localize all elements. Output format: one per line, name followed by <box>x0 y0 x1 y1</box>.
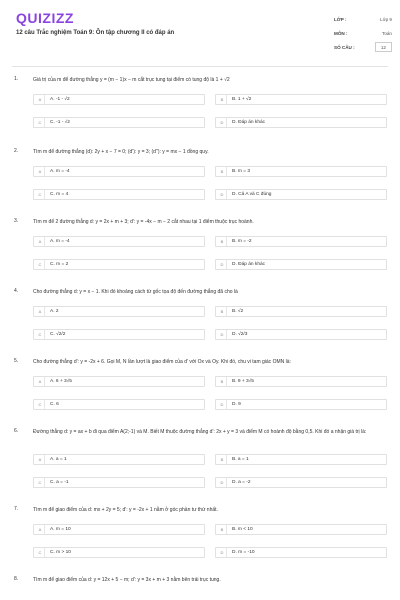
option-text: C. m > 10 <box>50 550 71 555</box>
option-letter: D <box>218 118 227 127</box>
option-text: A. m = -4 <box>50 239 70 244</box>
question-number: 4. <box>14 288 19 294</box>
option-text: D. 9 <box>232 402 241 407</box>
option-text: D. Cả A và C đúng <box>232 192 272 197</box>
option-letter: B <box>218 377 227 386</box>
answer-option-c[interactable] <box>33 399 205 410</box>
question-number: 5. <box>14 358 19 364</box>
option-text: C. a = -1 <box>50 480 69 485</box>
question-text: Cho đường thẳng d: y = x − 1. Khi đó khoảng cách từ gốc tọa độ đến đường thẳng đã cho là <box>33 289 238 295</box>
option-text: C. 6 <box>50 402 59 407</box>
question-number: 3. <box>14 218 19 224</box>
option-letter: D <box>218 330 227 339</box>
option-text: D. Đáp án khác <box>232 120 266 125</box>
option-letter: C <box>36 548 45 557</box>
answer-option-c[interactable] <box>33 189 205 200</box>
option-letter: B <box>218 307 227 316</box>
answer-option-b[interactable] <box>215 524 387 535</box>
option-letter: C <box>36 118 45 127</box>
answer-option-d[interactable] <box>215 477 387 488</box>
option-text: A. m = 10 <box>50 527 71 532</box>
meta-count-value: 12 <box>375 42 392 52</box>
option-letter: D <box>218 478 227 487</box>
answer-option-d[interactable] <box>215 547 387 558</box>
option-letter: B <box>218 455 227 464</box>
answer-option-a[interactable] <box>33 306 205 317</box>
meta-question-count <box>334 42 392 56</box>
option-letter: D <box>218 260 227 269</box>
meta-class-label: LỚP : <box>334 17 347 22</box>
option-text: B. 9 + 3√5 <box>232 379 254 384</box>
option-letter: A <box>36 377 45 386</box>
option-letter: C <box>36 190 45 199</box>
option-text: D. a = -2 <box>232 480 251 485</box>
option-letter: A <box>36 455 45 464</box>
question-text: Tìm m để giao điểm của d: y = 12x + 5 − m; d': y = 3x + m + 3 nằm bên trái trục tung. <box>33 577 221 583</box>
option-letter: A <box>36 237 45 246</box>
option-text: C. m = 4 <box>50 192 69 197</box>
question-number: 6. <box>14 428 19 434</box>
meta-class <box>334 14 392 28</box>
option-text: A. m = -4 <box>50 169 70 174</box>
option-letter: B <box>218 167 227 176</box>
answer-option-c[interactable] <box>33 329 205 340</box>
option-text: A. 2 <box>50 309 59 314</box>
option-text: B. m = 3 <box>232 169 250 174</box>
meta-class-value: Lớp 9 <box>380 17 392 22</box>
page-header <box>0 0 400 66</box>
question-number: 8. <box>14 576 19 582</box>
quizizz-logo: QUIZIZZ <box>16 10 74 26</box>
option-text: B. √2 <box>232 309 244 314</box>
option-letter: C <box>36 400 45 409</box>
quiz-meta <box>334 14 392 56</box>
option-letter: B <box>218 525 227 534</box>
option-letter: D <box>218 190 227 199</box>
option-text: A. a = 1 <box>50 457 67 462</box>
answer-option-d[interactable] <box>215 117 387 128</box>
question-text: Cho đường thẳng d': y = -2x + 6. Gọi M, N lần lượt là giao điểm của d' với Ox và Oy. Khi đó, chu vi tam giác OMN là: <box>33 359 291 365</box>
answer-option-d[interactable] <box>215 329 387 340</box>
answer-option-b[interactable] <box>215 306 387 317</box>
answer-option-c[interactable] <box>33 547 205 558</box>
page-title: 12 câu Trắc nghiệm Toán 9: Ôn tập chương II có đáp án <box>16 30 175 36</box>
answer-option-c[interactable] <box>33 117 205 128</box>
option-text: D. m = -10 <box>232 550 255 555</box>
answer-option-a[interactable] <box>33 236 205 247</box>
option-letter: D <box>218 400 227 409</box>
answer-option-b[interactable] <box>215 166 387 177</box>
answer-option-a[interactable] <box>33 376 205 387</box>
answer-option-a[interactable] <box>33 94 205 105</box>
option-letter: C <box>36 260 45 269</box>
meta-subject <box>334 28 392 42</box>
option-text: B. m < 10 <box>232 527 253 532</box>
option-text: D. √2/3 <box>232 332 248 337</box>
option-letter: C <box>36 478 45 487</box>
answer-option-b[interactable] <box>215 376 387 387</box>
question-number: 2. <box>14 148 19 154</box>
question-number: 7. <box>14 506 19 512</box>
option-text: B. 1 + √2 <box>232 97 252 102</box>
answer-option-c[interactable] <box>33 477 205 488</box>
answer-option-d[interactable] <box>215 189 387 200</box>
answer-option-b[interactable] <box>215 94 387 105</box>
question-number: 1. <box>14 76 19 82</box>
option-letter: C <box>36 330 45 339</box>
question-text: Tìm m để đường thẳng (d): 2y + x − 7 = 0; (d'): y = 3; (d''): y = mx − 1 đồng quy. <box>33 149 209 155</box>
option-letter: A <box>36 167 45 176</box>
answer-option-b[interactable] <box>215 236 387 247</box>
answer-option-c[interactable] <box>33 259 205 270</box>
answer-option-a[interactable] <box>33 166 205 177</box>
option-text: A. 6 + 3√5 <box>50 379 72 384</box>
meta-subject-label: MÔN : <box>334 31 348 36</box>
option-text: D. Đáp án khác <box>232 262 266 267</box>
question-text: Tìm m để giao điểm của d: mx + 2y = 5; d': y = -2x + 1 nằm ở góc phần tư thứ nhất. <box>33 507 218 513</box>
option-text: B. a = 1 <box>232 457 249 462</box>
option-text: B. m = -2 <box>232 239 252 244</box>
option-text: C. -1 - √2 <box>50 120 70 125</box>
meta-count-label: SỐ CÂU : <box>334 45 355 50</box>
answer-option-a[interactable] <box>33 524 205 535</box>
question-text: Đường thẳng d: y = ax + b đi qua điểm A(2;-1) và M. Biết M thuộc đường thẳng d': 2x + y = 3 và điểm M có hoành độ bằng 0,5. Khi đó a nhận giá trị là: <box>33 429 367 435</box>
option-text: C. √2/2 <box>50 332 66 337</box>
option-letter: B <box>218 95 227 104</box>
option-letter: A <box>36 307 45 316</box>
answer-option-d[interactable] <box>215 399 387 410</box>
answer-option-a[interactable] <box>33 454 205 465</box>
question-text: Tìm m để 2 đường thẳng d: y = 2x + m + 3; d': y = -4x − m − 2 cắt nhau tại 1 điểm thuộc trục hoành. <box>33 219 254 225</box>
answer-option-d[interactable] <box>215 259 387 270</box>
option-letter: B <box>218 237 227 246</box>
option-text: A. -1 - √2 <box>50 97 70 102</box>
option-text: C. m = 2 <box>50 262 69 267</box>
option-letter: A <box>36 95 45 104</box>
meta-subject-value: Toán <box>382 31 392 36</box>
answer-option-b[interactable] <box>215 454 387 465</box>
header-divider <box>12 66 388 67</box>
option-letter: A <box>36 525 45 534</box>
option-letter: D <box>218 548 227 557</box>
question-text: Giá trị của m để đường thẳng y = (m − 1)x − m cắt trục tung tại điểm có tung độ là 1 + √2 <box>33 77 230 83</box>
